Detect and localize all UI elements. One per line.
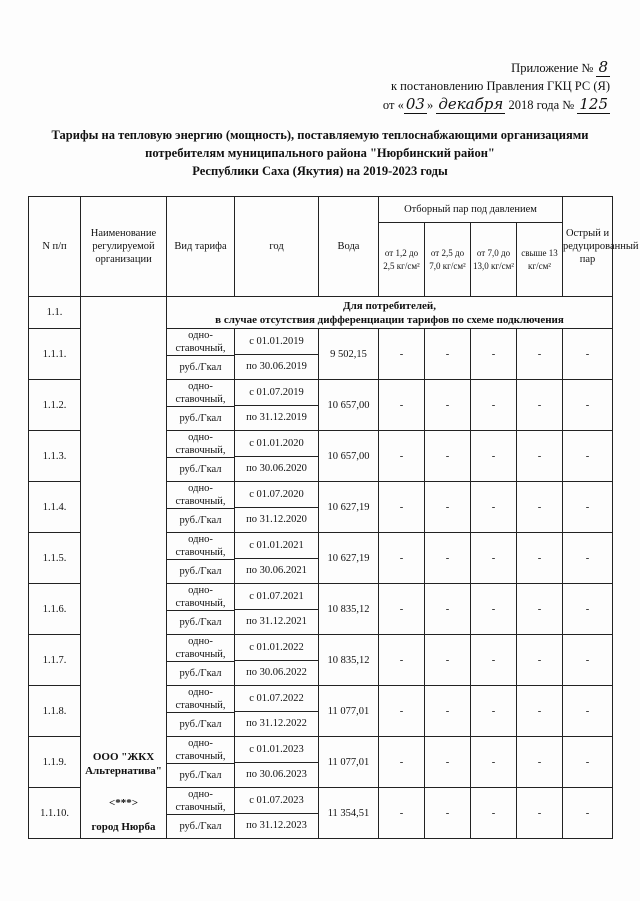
sharp-steam-value: - xyxy=(563,686,613,737)
steam-3-value: - xyxy=(471,635,517,686)
tariff-kind-cell xyxy=(167,737,235,788)
sharp-steam-value: - xyxy=(563,788,613,839)
tariff-kind-cell xyxy=(167,533,235,584)
row-num: 1.1.10. xyxy=(29,788,81,839)
tariff-unit: руб./Гкал xyxy=(167,457,234,481)
steam-2-value: - xyxy=(425,482,471,533)
steam-3-value: - xyxy=(471,380,517,431)
steam-2-value: - xyxy=(425,686,471,737)
period-cell xyxy=(235,482,319,533)
steam-2-value: - xyxy=(425,431,471,482)
steam-2-value: - xyxy=(425,737,471,788)
tariff-kind-cell xyxy=(167,635,235,686)
section-row xyxy=(29,297,613,329)
steam-3-value: - xyxy=(471,533,517,584)
tariff-kind-cell xyxy=(167,329,235,380)
row-num: 1.1.2. xyxy=(29,380,81,431)
header-row xyxy=(29,197,613,223)
tariff-kind: одно-ставочный, xyxy=(175,585,226,609)
period-from: с 01.07.2023 xyxy=(249,794,304,806)
row-num: 1.1.8. xyxy=(29,686,81,737)
steam-2-value: - xyxy=(425,533,471,584)
sharp-steam-value: - xyxy=(563,533,613,584)
steam-2-value: - xyxy=(425,788,471,839)
steam-4-value: - xyxy=(517,431,563,482)
period-to: по 31.12.2020 xyxy=(235,507,318,533)
steam-1-value: - xyxy=(379,533,425,584)
tariff-kind: одно-ставочный, xyxy=(175,483,226,507)
tariff-kind-cell xyxy=(167,380,235,431)
steam-1-value: - xyxy=(379,380,425,431)
steam-4-value: - xyxy=(517,686,563,737)
appendix-block xyxy=(280,58,610,114)
appendix-resolution-line: к постановлению Правления ГКЦ РС (Я) xyxy=(390,79,610,93)
appendix-number: 8 xyxy=(598,58,608,76)
tariff-kind: одно-ставочный, xyxy=(175,381,226,405)
tariff-unit: руб./Гкал xyxy=(167,661,234,685)
tariff-unit: руб./Гкал xyxy=(167,610,234,634)
section-heading: Для потребителей, в случае отсутствия дифференциации тарифов по схеме подключения xyxy=(167,297,613,329)
water-tariff: 9 502,15 xyxy=(319,329,379,380)
section-num: 1.1. xyxy=(29,297,81,329)
date-day: 03 xyxy=(405,95,425,113)
tariff-kind: одно-ставочный, xyxy=(175,687,226,711)
period-cell xyxy=(235,737,319,788)
steam-3-value: - xyxy=(471,788,517,839)
organization-name: ООО "ЖКХ Альтернатива" xyxy=(85,751,162,777)
steam-2-value: - xyxy=(425,635,471,686)
header-org: Наименование регулируемой организации xyxy=(81,197,167,297)
period-cell xyxy=(235,431,319,482)
steam-1-value: - xyxy=(379,635,425,686)
tariff-kind-cell xyxy=(167,788,235,839)
tariff-unit: руб./Гкал xyxy=(167,814,234,838)
steam-3-value: - xyxy=(471,482,517,533)
header-year: год xyxy=(235,197,319,297)
sharp-steam-value: - xyxy=(563,635,613,686)
tariff-kind: одно-ставочный, xyxy=(175,636,226,660)
period-from: с 01.01.2021 xyxy=(249,539,304,551)
tariff-kind-cell xyxy=(167,584,235,635)
header-steam-1: от 1,2 до 2,5 кг/см² xyxy=(379,223,425,297)
header-water: Вода xyxy=(319,197,379,297)
period-cell xyxy=(235,788,319,839)
period-from: с 01.07.2019 xyxy=(249,386,304,398)
period-cell xyxy=(235,635,319,686)
water-tariff: 10 627,19 xyxy=(319,482,379,533)
header-steam-4: свыше 13 кг/см² xyxy=(517,223,563,297)
period-from: с 01.07.2020 xyxy=(249,488,304,500)
period-to: по 31.12.2022 xyxy=(235,711,318,737)
water-tariff: 10 657,00 xyxy=(319,431,379,482)
period-to: по 30.06.2023 xyxy=(235,762,318,788)
period-to: по 30.06.2020 xyxy=(235,456,318,482)
period-from: с 01.07.2022 xyxy=(249,692,304,704)
period-cell xyxy=(235,380,319,431)
resolution-number: 125 xyxy=(579,95,608,113)
period-from: с 01.01.2019 xyxy=(249,335,304,347)
water-tariff: 11 077,01 xyxy=(319,737,379,788)
organization-cell xyxy=(81,297,167,839)
header-steam-2: от 2,5 до 7,0 кг/см² xyxy=(425,223,471,297)
steam-1-value: - xyxy=(379,584,425,635)
tariff-unit: руб./Гкал xyxy=(167,508,234,532)
row-num: 1.1.6. xyxy=(29,584,81,635)
period-to: по 31.12.2019 xyxy=(235,405,318,431)
steam-4-value: - xyxy=(517,584,563,635)
tariff-unit: руб./Гкал xyxy=(167,559,234,583)
sharp-steam-value: - xyxy=(563,584,613,635)
period-to: по 30.06.2021 xyxy=(235,558,318,584)
steam-2-value: - xyxy=(425,584,471,635)
period-to: по 30.06.2019 xyxy=(235,354,318,380)
tariff-unit: руб./Гкал xyxy=(167,355,234,379)
steam-1-value: - xyxy=(379,431,425,482)
water-tariff: 11 077,01 xyxy=(319,686,379,737)
sharp-steam-value: - xyxy=(563,431,613,482)
period-cell xyxy=(235,329,319,380)
period-cell xyxy=(235,533,319,584)
tariff-unit: руб./Гкал xyxy=(167,712,234,736)
period-from: с 01.01.2020 xyxy=(249,437,304,449)
row-num: 1.1.5. xyxy=(29,533,81,584)
header-sharp-steam: Острый и редуцированный пар xyxy=(563,197,613,297)
tariff-kind-cell xyxy=(167,431,235,482)
tariff-kind: одно-ставочный, xyxy=(175,534,226,558)
row-num: 1.1.7. xyxy=(29,635,81,686)
steam-2-value: - xyxy=(425,329,471,380)
row-num: 1.1.3. xyxy=(29,431,81,482)
sharp-steam-value: - xyxy=(563,329,613,380)
steam-3-value: - xyxy=(471,737,517,788)
tariff-kind: одно-ставочный, xyxy=(175,432,226,456)
steam-1-value: - xyxy=(379,788,425,839)
tariff-table xyxy=(28,196,639,839)
steam-4-value: - xyxy=(517,533,563,584)
steam-3-value: - xyxy=(471,584,517,635)
water-tariff: 10 657,00 xyxy=(319,380,379,431)
tariff-unit: руб./Гкал xyxy=(167,406,234,430)
steam-2-value: - xyxy=(425,380,471,431)
tariff-kind: одно-ставочный, xyxy=(175,738,226,762)
steam-1-value: - xyxy=(379,329,425,380)
tariff-kind-cell xyxy=(167,686,235,737)
tariff-kind: одно-ставочный, xyxy=(175,789,226,813)
organization-city: город Нюрба xyxy=(91,821,156,833)
appendix-date-line: от « 03 » декабря 2018 года № 125 xyxy=(382,95,608,113)
header-kind: Вид тарифа xyxy=(167,197,235,297)
period-from: с 01.01.2022 xyxy=(249,641,304,653)
steam-4-value: - xyxy=(517,329,563,380)
water-tariff: 10 627,19 xyxy=(319,533,379,584)
header-num: N п/п xyxy=(29,197,81,297)
steam-4-value: - xyxy=(517,635,563,686)
period-from: с 01.07.2021 xyxy=(249,590,304,602)
period-from: с 01.01.2023 xyxy=(249,743,304,755)
tariff-kind-cell xyxy=(167,482,235,533)
steam-1-value: - xyxy=(379,737,425,788)
document-title: Тарифы на тепловую энергию (мощность), поставляемую теплоснабжающими организациями потребителям муниципального района "Нюрбинский район" Республики Саха (Якутия) на 2019-2023 годы xyxy=(51,128,589,178)
steam-3-value: - xyxy=(471,329,517,380)
sharp-steam-value: - xyxy=(563,380,613,431)
header-steam-3: от 7,0 до 13,0 кг/см² xyxy=(471,223,517,297)
period-cell xyxy=(235,686,319,737)
organization-mask: <***> xyxy=(108,797,139,809)
sharp-steam-value: - xyxy=(563,737,613,788)
water-tariff: 10 835,12 xyxy=(319,584,379,635)
period-cell xyxy=(235,584,319,635)
appendix-number-line: Приложение № 8 xyxy=(511,58,608,76)
steam-1-value: - xyxy=(379,686,425,737)
steam-3-value: - xyxy=(471,431,517,482)
period-to: по 31.12.2023 xyxy=(235,813,318,839)
sharp-steam-value: - xyxy=(563,482,613,533)
steam-4-value: - xyxy=(517,482,563,533)
date-month: декабря xyxy=(438,95,504,113)
row-num: 1.1.1. xyxy=(29,329,81,380)
tariff-unit: руб./Гкал xyxy=(167,763,234,787)
row-num: 1.1.4. xyxy=(29,482,81,533)
water-tariff: 10 835,12 xyxy=(319,635,379,686)
steam-3-value: - xyxy=(471,686,517,737)
water-tariff: 11 354,51 xyxy=(319,788,379,839)
header-steam-group: Отборный пар под давлением xyxy=(379,197,563,223)
steam-4-value: - xyxy=(517,380,563,431)
steam-1-value: - xyxy=(379,482,425,533)
period-to: по 31.12.2021 xyxy=(235,609,318,635)
steam-4-value: - xyxy=(517,788,563,839)
tariff-kind: одно-ставочный, xyxy=(175,330,226,354)
steam-4-value: - xyxy=(517,737,563,788)
period-to: по 30.06.2022 xyxy=(235,660,318,686)
row-num: 1.1.9. xyxy=(29,737,81,788)
